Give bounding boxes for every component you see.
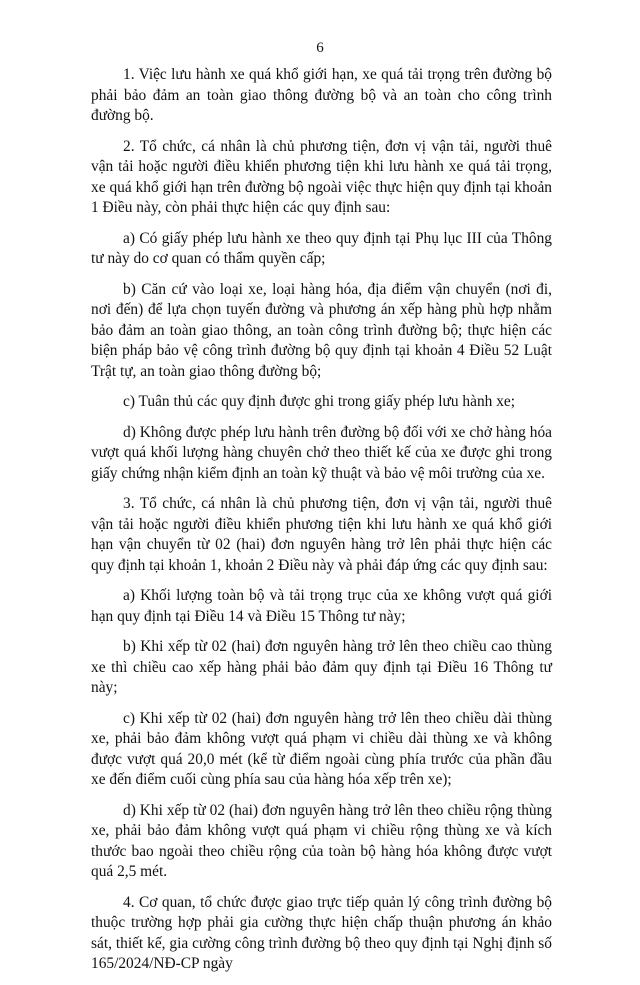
paragraph-3a: a) Khối lượng toàn bộ và tải trọng trục của xe không vượt quá giới hạn quy định tại Điều 14 và Điều 15 Thông tư này; (91, 587, 552, 625)
paragraph-2c: c) Tuân thủ các quy định được ghi trong giấy phép lưu hành xe; (123, 393, 515, 410)
page-number: 6 (316, 40, 324, 56)
paragraph-3d: d) Khi xếp từ 02 (hai) đơn nguyên hàng trở lên theo chiều rộng thùng xe, phải bảo đảm không vượt quá phạm vi chiều rộng thùng xe và kích thước bao ngoài theo chiều rộng của toàn bộ hàng hóa không được vượt quá 2,5 mét. (91, 801, 552, 880)
paragraph-2a: a) Có giấy phép lưu hành xe theo quy định tại Phụ lục III của Thông tư này do cơ quan có thẩm quyền cấp; (91, 229, 552, 267)
paragraph-1: 1. Việc lưu hành xe quá khổ giới hạn, xe quá tải trọng trên đường bộ phải bảo đảm an toàn giao thông đường bộ và an toàn cho công trình đường bộ. (91, 66, 552, 124)
paragraph-2: 2. Tổ chức, cá nhân là chủ phương tiện, đơn vị vận tải, người thuê vận tải hoặc người điều khiển phương tiện khi lưu hành xe quá tải trọng, xe quá khổ giới hạn trên đường bộ ngoài việc thực hiện quy định tại khoản 1 Điều này, còn phải thực hiện các quy định sau: (91, 137, 552, 216)
paragraph-2b: b) Căn cứ vào loại xe, loại hàng hóa, địa điểm vận chuyển (nơi đi, nơi đến) để lựa chọn tuyến đường và phương án xếp hàng phù hợp nhằm bảo đảm an toàn giao thông, an toàn công trình đường bộ; thực hiện các biện pháp bảo vệ công trình đường bộ quy định tại khoản 4 Điều 52 Luật Trật tự, an toàn giao thông đường bộ; (91, 280, 552, 380)
document-body (91, 65, 552, 985)
paragraph-3: 3. Tổ chức, cá nhân là chủ phương tiện, đơn vị vận tải, người thuê vận tải hoặc người điều khiển phương tiện khi lưu hành xe quá khổ giới hạn vận chuyển từ 02 (hai) đơn nguyên hàng trở lên phải thực hiện các quy định tại khoản 1, khoản 2 Điều này và phải đáp ứng các quy định sau: (91, 495, 552, 574)
paragraph-2d: d) Không được phép lưu hành trên đường bộ đối với xe chở hàng hóa vượt quá khối lượng hàng chuyên chở theo thiết kế của xe được ghi trong giấy chứng nhận kiểm định an toàn kỹ thuật và bảo vệ môi trường của xe. (91, 423, 552, 482)
paragraph-3c: c) Khi xếp từ 02 (hai) đơn nguyên hàng trở lên theo chiều dài thùng xe, phải bảo đảm không vượt quá phạm vi chiều dài thùng xe và không được vượt quá 20,0 mét (kể từ điểm ngoài cùng phía trước của phần đầu xe đến điểm cuối cùng phía sau của hàng hóa xếp trên xe); (91, 709, 552, 788)
paragraph-3b: b) Khi xếp từ 02 (hai) đơn nguyên hàng trở lên theo chiều cao thùng xe thì chiều cao xếp hàng phải bảo đảm quy định tại Điều 16 Thông tư này; (91, 638, 552, 696)
paragraph-4: 4. Cơ quan, tổ chức được giao trực tiếp quản lý công trình đường bộ thuộc trường hợp phải gia cường thực hiện chấp thuận phương án khảo sát, thiết kế, gia cường công trình đường bộ theo quy định tại Nghị định số 165/2024/NĐ-CP ngày (91, 893, 552, 972)
